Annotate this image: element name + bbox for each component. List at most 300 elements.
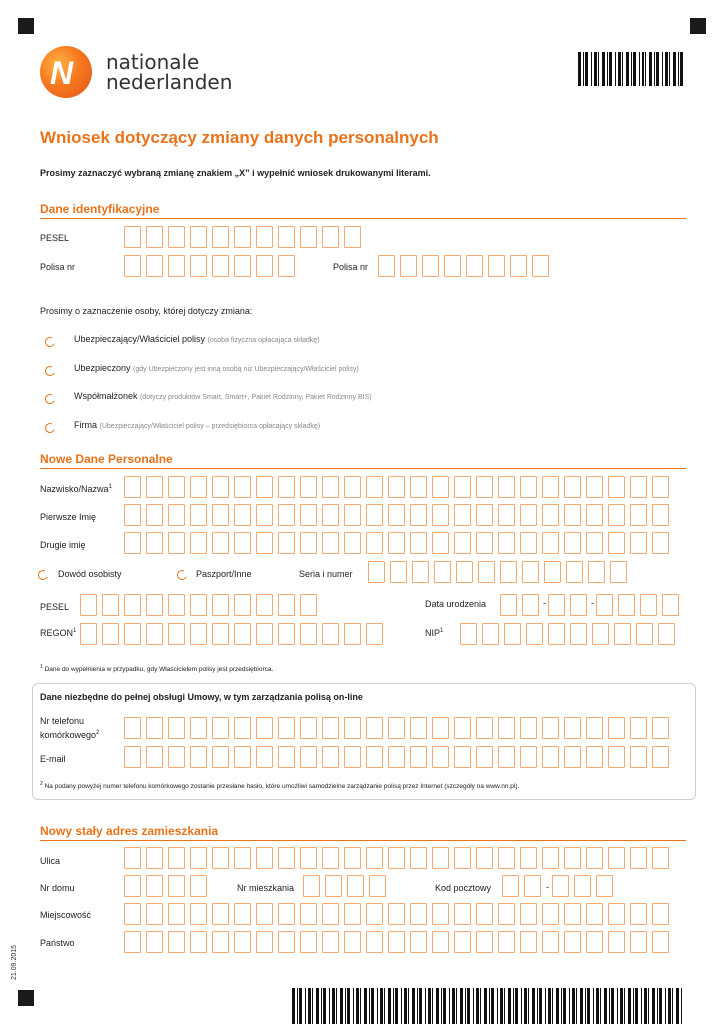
- char-box[interactable]: [234, 504, 251, 526]
- char-box[interactable]: [586, 931, 603, 953]
- char-box[interactable]: [124, 226, 141, 248]
- char-box[interactable]: [300, 903, 317, 925]
- char-box[interactable]: [366, 532, 383, 554]
- char-box[interactable]: [234, 717, 251, 739]
- char-box[interactable]: [542, 504, 559, 526]
- country-field[interactable]: [124, 931, 669, 953]
- char-box[interactable]: [124, 847, 141, 869]
- char-box[interactable]: [256, 931, 273, 953]
- char-box[interactable]: [596, 594, 613, 616]
- char-box[interactable]: [344, 847, 361, 869]
- phone-field[interactable]: [124, 717, 669, 739]
- char-box[interactable]: [256, 226, 273, 248]
- postal-code-part1-field[interactable]: [502, 875, 541, 897]
- char-box[interactable]: [278, 623, 295, 645]
- char-box[interactable]: [190, 875, 207, 897]
- char-box[interactable]: [168, 847, 185, 869]
- char-box[interactable]: [146, 847, 163, 869]
- policy-number-field-1[interactable]: [124, 255, 295, 277]
- char-box[interactable]: [168, 504, 185, 526]
- char-box[interactable]: [190, 504, 207, 526]
- char-box[interactable]: [542, 746, 559, 768]
- char-box[interactable]: [190, 255, 207, 277]
- char-box[interactable]: [102, 594, 119, 616]
- char-box[interactable]: [520, 903, 537, 925]
- char-box[interactable]: [300, 532, 317, 554]
- char-box[interactable]: [500, 594, 517, 616]
- char-box[interactable]: [520, 746, 537, 768]
- char-box[interactable]: [344, 504, 361, 526]
- char-box[interactable]: [412, 561, 429, 583]
- char-box[interactable]: [234, 746, 251, 768]
- char-box[interactable]: [388, 717, 405, 739]
- char-box[interactable]: [432, 746, 449, 768]
- radio-policyholder[interactable]: [44, 336, 57, 349]
- house-number-field[interactable]: [124, 875, 207, 897]
- postal-code-part2-field[interactable]: [552, 875, 613, 897]
- char-box[interactable]: [212, 931, 229, 953]
- char-box[interactable]: [168, 476, 185, 498]
- char-box[interactable]: [608, 847, 625, 869]
- char-box[interactable]: [586, 847, 603, 869]
- char-box[interactable]: [212, 594, 229, 616]
- char-box[interactable]: [564, 847, 581, 869]
- char-box[interactable]: [566, 561, 583, 583]
- char-box[interactable]: [454, 717, 471, 739]
- char-box[interactable]: [388, 476, 405, 498]
- char-box[interactable]: [212, 746, 229, 768]
- char-box[interactable]: [322, 903, 339, 925]
- char-box[interactable]: [212, 226, 229, 248]
- char-box[interactable]: [212, 847, 229, 869]
- birth-year-field[interactable]: [596, 594, 679, 616]
- char-box[interactable]: [168, 903, 185, 925]
- street-field[interactable]: [124, 847, 669, 869]
- radio-company[interactable]: [44, 422, 57, 435]
- char-box[interactable]: [366, 717, 383, 739]
- char-box[interactable]: [454, 746, 471, 768]
- char-box[interactable]: [300, 504, 317, 526]
- char-box[interactable]: [522, 594, 539, 616]
- char-box[interactable]: [652, 931, 669, 953]
- char-box[interactable]: [630, 532, 647, 554]
- char-box[interactable]: [564, 717, 581, 739]
- char-box[interactable]: [454, 903, 471, 925]
- char-box[interactable]: [146, 875, 163, 897]
- char-box[interactable]: [146, 594, 163, 616]
- char-box[interactable]: [476, 746, 493, 768]
- char-box[interactable]: [146, 504, 163, 526]
- char-box[interactable]: [498, 476, 515, 498]
- char-box[interactable]: [662, 594, 679, 616]
- char-box[interactable]: [502, 875, 519, 897]
- char-box[interactable]: [432, 903, 449, 925]
- char-box[interactable]: [300, 847, 317, 869]
- char-box[interactable]: [510, 255, 527, 277]
- char-box[interactable]: [608, 717, 625, 739]
- char-box[interactable]: [476, 504, 493, 526]
- char-box[interactable]: [586, 903, 603, 925]
- char-box[interactable]: [520, 532, 537, 554]
- char-box[interactable]: [146, 903, 163, 925]
- char-box[interactable]: [400, 255, 417, 277]
- char-box[interactable]: [548, 623, 565, 645]
- char-box[interactable]: [190, 476, 207, 498]
- char-box[interactable]: [300, 717, 317, 739]
- char-box[interactable]: [482, 623, 499, 645]
- char-box[interactable]: [410, 903, 427, 925]
- char-box[interactable]: [80, 594, 97, 616]
- char-box[interactable]: [608, 476, 625, 498]
- char-box[interactable]: [564, 903, 581, 925]
- city-field[interactable]: [124, 903, 669, 925]
- char-box[interactable]: [608, 532, 625, 554]
- nip-field[interactable]: [460, 623, 675, 645]
- char-box[interactable]: [146, 931, 163, 953]
- char-box[interactable]: [466, 255, 483, 277]
- char-box[interactable]: [522, 561, 539, 583]
- char-box[interactable]: [190, 847, 207, 869]
- char-box[interactable]: [124, 931, 141, 953]
- char-box[interactable]: [570, 594, 587, 616]
- char-box[interactable]: [322, 623, 339, 645]
- char-box[interactable]: [564, 931, 581, 953]
- regon-field[interactable]: [80, 623, 383, 645]
- char-box[interactable]: [432, 532, 449, 554]
- char-box[interactable]: [300, 746, 317, 768]
- char-box[interactable]: [278, 746, 295, 768]
- char-box[interactable]: [322, 226, 339, 248]
- char-box[interactable]: [652, 476, 669, 498]
- char-box[interactable]: [300, 476, 317, 498]
- char-box[interactable]: [146, 746, 163, 768]
- first-name-field[interactable]: [124, 504, 669, 526]
- char-box[interactable]: [388, 931, 405, 953]
- char-box[interactable]: [278, 532, 295, 554]
- char-box[interactable]: [278, 226, 295, 248]
- char-box[interactable]: [344, 931, 361, 953]
- char-box[interactable]: [256, 903, 273, 925]
- char-box[interactable]: [586, 532, 603, 554]
- char-box[interactable]: [80, 623, 97, 645]
- char-box[interactable]: [256, 255, 273, 277]
- char-box[interactable]: [586, 746, 603, 768]
- char-box[interactable]: [498, 931, 515, 953]
- char-box[interactable]: [570, 623, 587, 645]
- char-box[interactable]: [636, 623, 653, 645]
- char-box[interactable]: [190, 226, 207, 248]
- char-box[interactable]: [168, 746, 185, 768]
- char-box[interactable]: [146, 255, 163, 277]
- char-box[interactable]: [432, 717, 449, 739]
- char-box[interactable]: [410, 717, 427, 739]
- char-box[interactable]: [498, 746, 515, 768]
- char-box[interactable]: [630, 931, 647, 953]
- char-box[interactable]: [476, 476, 493, 498]
- char-box[interactable]: [564, 476, 581, 498]
- char-box[interactable]: [124, 255, 141, 277]
- char-box[interactable]: [124, 875, 141, 897]
- char-box[interactable]: [303, 875, 320, 897]
- birth-day-field[interactable]: [500, 594, 539, 616]
- char-box[interactable]: [640, 594, 657, 616]
- char-box[interactable]: [498, 847, 515, 869]
- char-box[interactable]: [212, 504, 229, 526]
- char-box[interactable]: [544, 561, 561, 583]
- char-box[interactable]: [548, 594, 565, 616]
- char-box[interactable]: [564, 532, 581, 554]
- char-box[interactable]: [300, 226, 317, 248]
- pesel-new-field[interactable]: [80, 594, 317, 616]
- char-box[interactable]: [432, 931, 449, 953]
- char-box[interactable]: [630, 717, 647, 739]
- char-box[interactable]: [454, 504, 471, 526]
- char-box[interactable]: [520, 931, 537, 953]
- char-box[interactable]: [368, 561, 385, 583]
- char-box[interactable]: [190, 623, 207, 645]
- char-box[interactable]: [344, 226, 361, 248]
- char-box[interactable]: [432, 476, 449, 498]
- char-box[interactable]: [608, 746, 625, 768]
- char-box[interactable]: [498, 903, 515, 925]
- char-box[interactable]: [234, 847, 251, 869]
- char-box[interactable]: [366, 746, 383, 768]
- char-box[interactable]: [652, 717, 669, 739]
- email-field[interactable]: [124, 746, 669, 768]
- char-box[interactable]: [168, 875, 185, 897]
- char-box[interactable]: [146, 476, 163, 498]
- char-box[interactable]: [476, 717, 493, 739]
- char-box[interactable]: [542, 532, 559, 554]
- char-box[interactable]: [410, 931, 427, 953]
- char-box[interactable]: [124, 903, 141, 925]
- char-box[interactable]: [168, 226, 185, 248]
- char-box[interactable]: [344, 903, 361, 925]
- char-box[interactable]: [454, 532, 471, 554]
- char-box[interactable]: [366, 847, 383, 869]
- char-box[interactable]: [212, 717, 229, 739]
- char-box[interactable]: [614, 623, 631, 645]
- char-box[interactable]: [322, 931, 339, 953]
- birth-month-field[interactable]: [548, 594, 587, 616]
- char-box[interactable]: [618, 594, 635, 616]
- char-box[interactable]: [520, 717, 537, 739]
- char-box[interactable]: [212, 903, 229, 925]
- char-box[interactable]: [124, 532, 141, 554]
- char-box[interactable]: [300, 594, 317, 616]
- char-box[interactable]: [630, 504, 647, 526]
- char-box[interactable]: [564, 504, 581, 526]
- char-box[interactable]: [454, 931, 471, 953]
- char-box[interactable]: [300, 931, 317, 953]
- char-box[interactable]: [410, 504, 427, 526]
- char-box[interactable]: [278, 847, 295, 869]
- char-box[interactable]: [256, 532, 273, 554]
- second-name-field[interactable]: [124, 532, 669, 554]
- char-box[interactable]: [504, 623, 521, 645]
- char-box[interactable]: [146, 226, 163, 248]
- char-box[interactable]: [652, 903, 669, 925]
- char-box[interactable]: [278, 255, 295, 277]
- char-box[interactable]: [190, 594, 207, 616]
- char-box[interactable]: [498, 504, 515, 526]
- char-box[interactable]: [369, 875, 386, 897]
- char-box[interactable]: [256, 717, 273, 739]
- char-box[interactable]: [168, 717, 185, 739]
- char-box[interactable]: [476, 847, 493, 869]
- char-box[interactable]: [256, 623, 273, 645]
- char-box[interactable]: [378, 255, 395, 277]
- radio-passport[interactable]: [176, 569, 189, 582]
- char-box[interactable]: [388, 903, 405, 925]
- char-box[interactable]: [520, 476, 537, 498]
- char-box[interactable]: [366, 623, 383, 645]
- char-box[interactable]: [630, 746, 647, 768]
- char-box[interactable]: [344, 476, 361, 498]
- char-box[interactable]: [498, 532, 515, 554]
- char-box[interactable]: [456, 561, 473, 583]
- char-box[interactable]: [596, 875, 613, 897]
- char-box[interactable]: [168, 594, 185, 616]
- char-box[interactable]: [146, 532, 163, 554]
- char-box[interactable]: [444, 255, 461, 277]
- char-box[interactable]: [476, 903, 493, 925]
- char-box[interactable]: [388, 532, 405, 554]
- char-box[interactable]: [190, 746, 207, 768]
- char-box[interactable]: [652, 532, 669, 554]
- char-box[interactable]: [234, 476, 251, 498]
- surname-field[interactable]: [124, 476, 669, 498]
- char-box[interactable]: [542, 476, 559, 498]
- pesel-field[interactable]: [124, 226, 361, 248]
- char-box[interactable]: [498, 717, 515, 739]
- policy-number-field-2[interactable]: [378, 255, 549, 277]
- char-box[interactable]: [344, 532, 361, 554]
- char-box[interactable]: [388, 746, 405, 768]
- char-box[interactable]: [410, 532, 427, 554]
- char-box[interactable]: [410, 476, 427, 498]
- char-box[interactable]: [124, 476, 141, 498]
- char-box[interactable]: [124, 746, 141, 768]
- char-box[interactable]: [422, 255, 439, 277]
- char-box[interactable]: [190, 931, 207, 953]
- char-box[interactable]: [256, 847, 273, 869]
- char-box[interactable]: [652, 847, 669, 869]
- char-box[interactable]: [610, 561, 627, 583]
- char-box[interactable]: [586, 504, 603, 526]
- char-box[interactable]: [520, 504, 537, 526]
- char-box[interactable]: [256, 594, 273, 616]
- char-box[interactable]: [234, 532, 251, 554]
- char-box[interactable]: [542, 847, 559, 869]
- char-box[interactable]: [347, 875, 364, 897]
- char-box[interactable]: [478, 561, 495, 583]
- char-box[interactable]: [552, 875, 569, 897]
- char-box[interactable]: [322, 476, 339, 498]
- char-box[interactable]: [212, 255, 229, 277]
- char-box[interactable]: [256, 504, 273, 526]
- char-box[interactable]: [234, 255, 251, 277]
- char-box[interactable]: [234, 594, 251, 616]
- apartment-number-field[interactable]: [303, 875, 386, 897]
- char-box[interactable]: [658, 623, 675, 645]
- char-box[interactable]: [542, 931, 559, 953]
- char-box[interactable]: [652, 746, 669, 768]
- char-box[interactable]: [524, 875, 541, 897]
- char-box[interactable]: [542, 903, 559, 925]
- char-box[interactable]: [234, 903, 251, 925]
- series-number-field[interactable]: [368, 561, 627, 583]
- char-box[interactable]: [146, 717, 163, 739]
- radio-id-card[interactable]: [37, 569, 50, 582]
- char-box[interactable]: [124, 717, 141, 739]
- char-box[interactable]: [256, 476, 273, 498]
- char-box[interactable]: [366, 504, 383, 526]
- char-box[interactable]: [588, 561, 605, 583]
- char-box[interactable]: [102, 623, 119, 645]
- char-box[interactable]: [234, 931, 251, 953]
- char-box[interactable]: [366, 903, 383, 925]
- char-box[interactable]: [488, 255, 505, 277]
- char-box[interactable]: [190, 717, 207, 739]
- char-box[interactable]: [460, 623, 477, 645]
- char-box[interactable]: [278, 476, 295, 498]
- char-box[interactable]: [366, 931, 383, 953]
- char-box[interactable]: [168, 931, 185, 953]
- char-box[interactable]: [454, 847, 471, 869]
- char-box[interactable]: [520, 847, 537, 869]
- char-box[interactable]: [168, 532, 185, 554]
- char-box[interactable]: [300, 623, 317, 645]
- char-box[interactable]: [322, 532, 339, 554]
- char-box[interactable]: [500, 561, 517, 583]
- char-box[interactable]: [278, 504, 295, 526]
- char-box[interactable]: [146, 623, 163, 645]
- char-box[interactable]: [476, 532, 493, 554]
- char-box[interactable]: [212, 623, 229, 645]
- char-box[interactable]: [586, 476, 603, 498]
- char-box[interactable]: [124, 504, 141, 526]
- char-box[interactable]: [278, 931, 295, 953]
- char-box[interactable]: [388, 504, 405, 526]
- char-box[interactable]: [388, 847, 405, 869]
- char-box[interactable]: [410, 847, 427, 869]
- char-box[interactable]: [322, 746, 339, 768]
- char-box[interactable]: [586, 717, 603, 739]
- char-box[interactable]: [322, 504, 339, 526]
- char-box[interactable]: [190, 903, 207, 925]
- char-box[interactable]: [652, 504, 669, 526]
- char-box[interactable]: [344, 717, 361, 739]
- char-box[interactable]: [234, 226, 251, 248]
- char-box[interactable]: [454, 476, 471, 498]
- char-box[interactable]: [410, 746, 427, 768]
- char-box[interactable]: [212, 532, 229, 554]
- char-box[interactable]: [344, 623, 361, 645]
- char-box[interactable]: [278, 903, 295, 925]
- radio-spouse[interactable]: [44, 393, 57, 406]
- char-box[interactable]: [278, 594, 295, 616]
- char-box[interactable]: [432, 504, 449, 526]
- char-box[interactable]: [124, 594, 141, 616]
- char-box[interactable]: [366, 476, 383, 498]
- char-box[interactable]: [608, 931, 625, 953]
- char-box[interactable]: [432, 847, 449, 869]
- char-box[interactable]: [526, 623, 543, 645]
- char-box[interactable]: [592, 623, 609, 645]
- char-box[interactable]: [608, 504, 625, 526]
- char-box[interactable]: [124, 623, 141, 645]
